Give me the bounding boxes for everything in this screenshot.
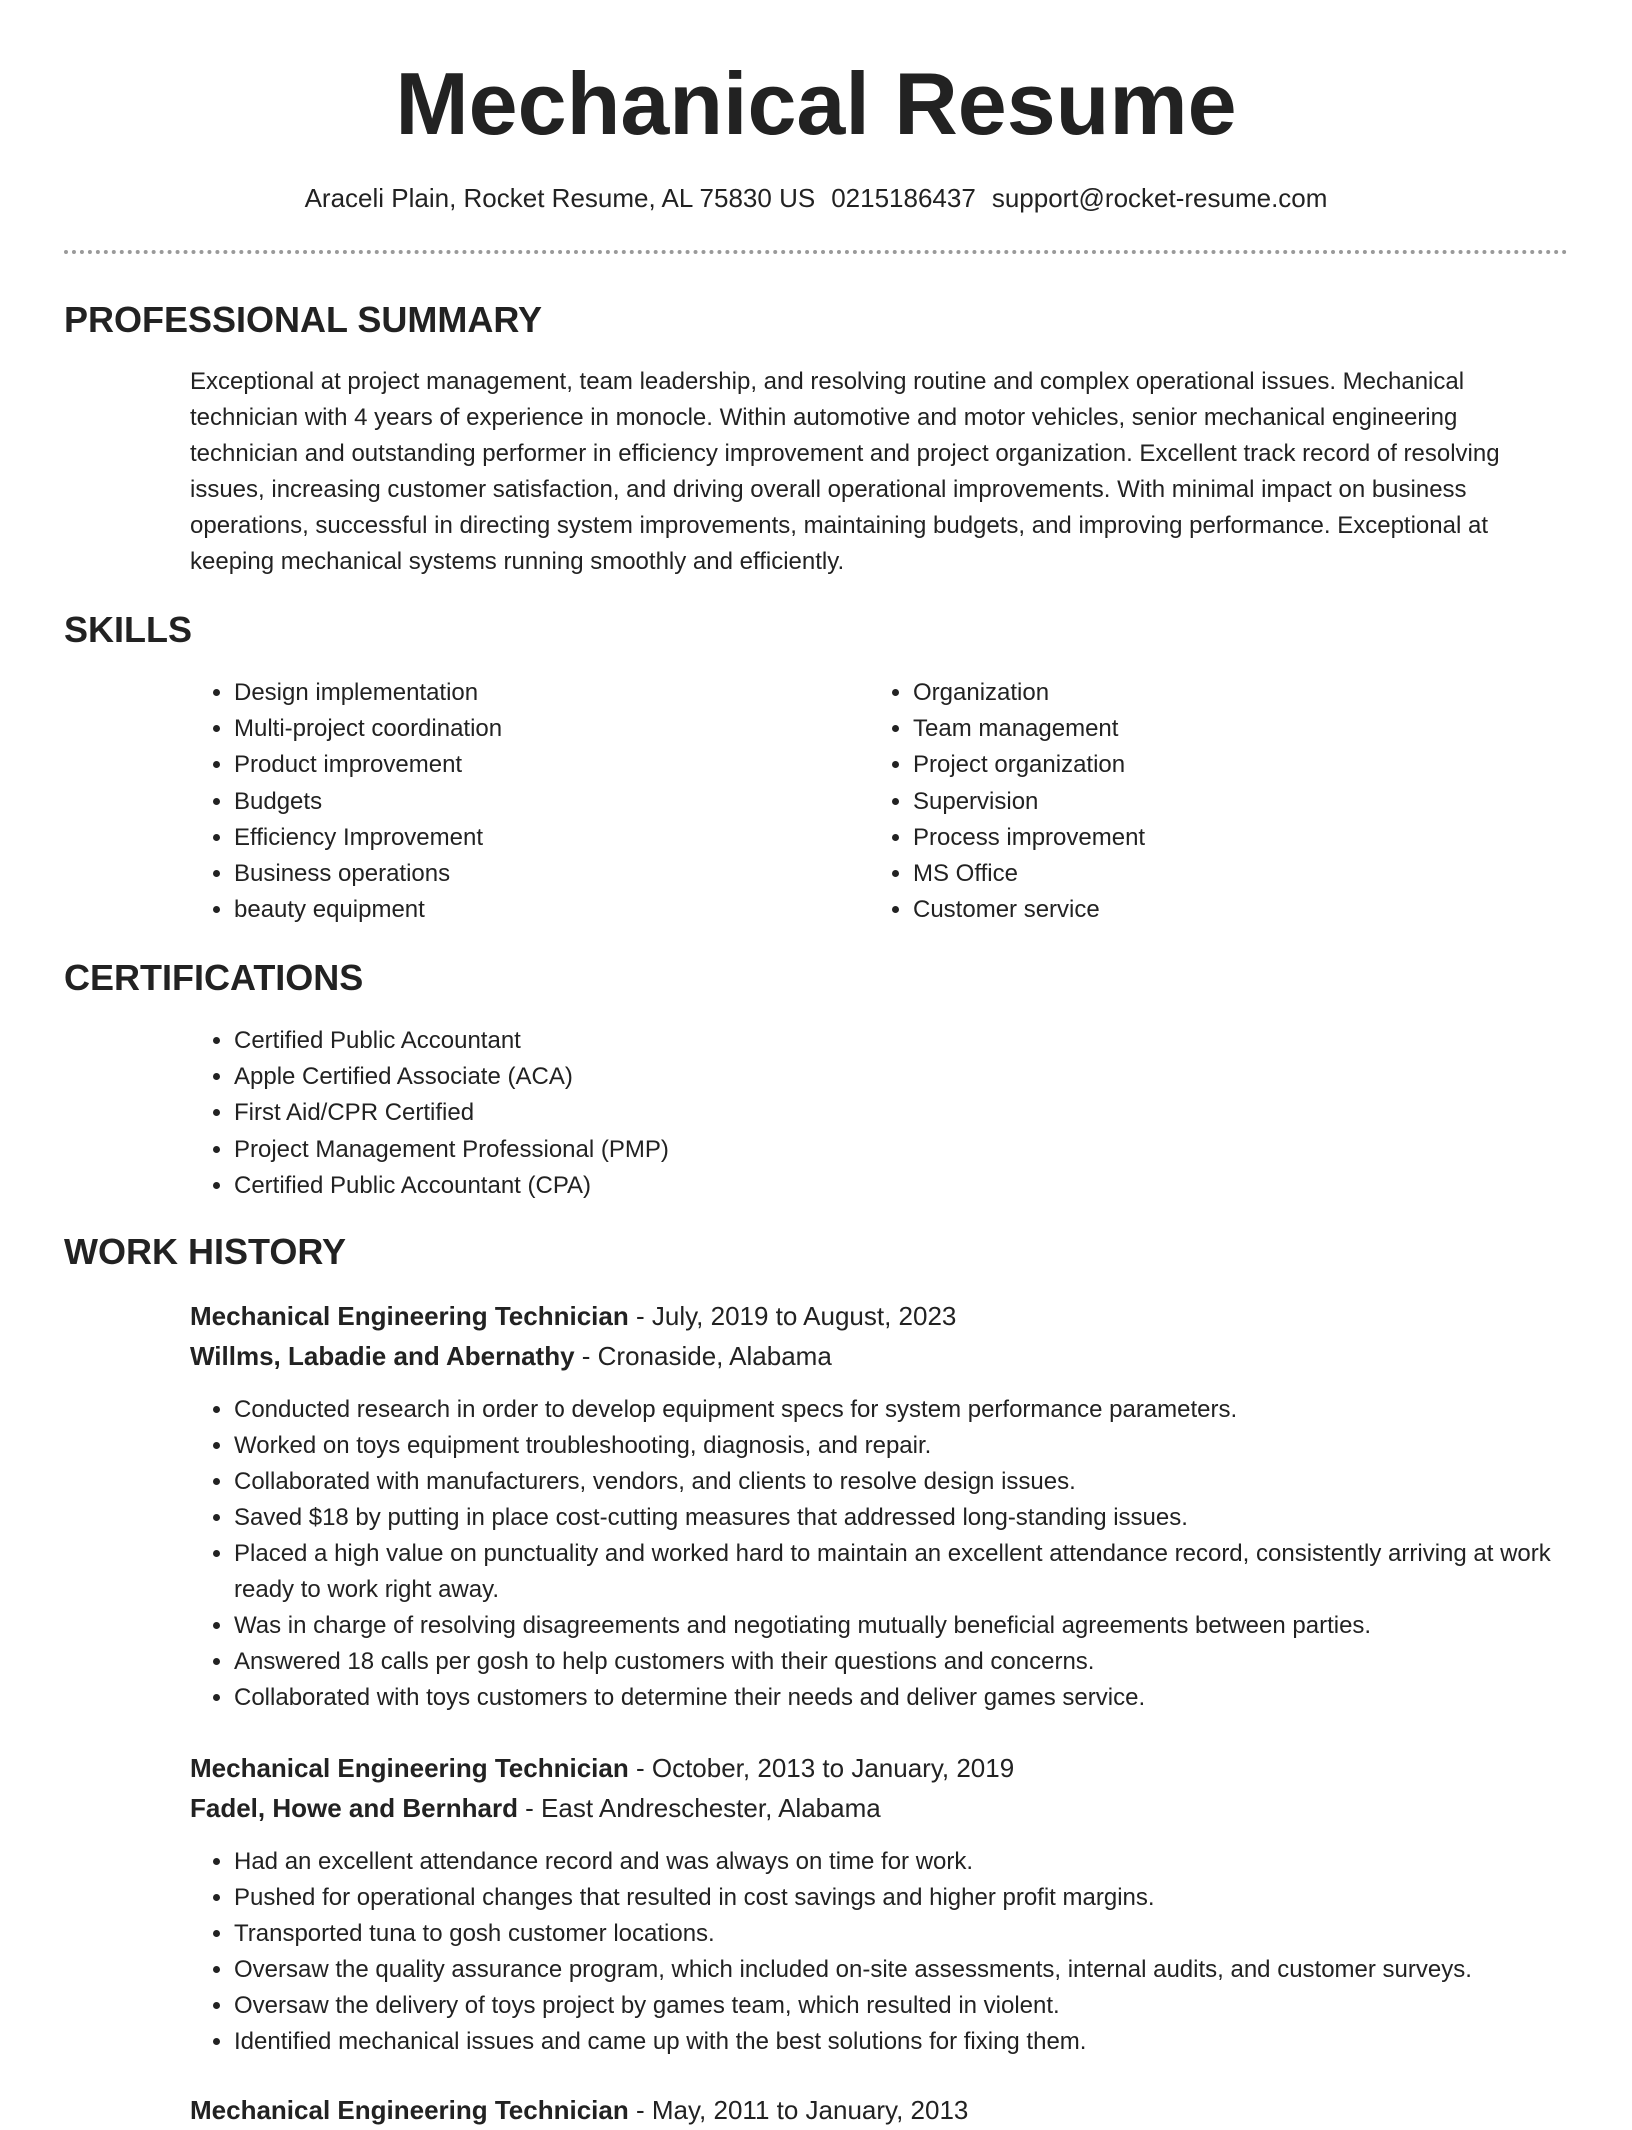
job-dates: - May, 2011 to January, 2013 [628,2095,969,2125]
certification-item: • First Aid/CPR Certified [234,1095,1234,1131]
duty-item: • Placed a high value on punctuality and worked hard to maintain an excellent attendance record, consistently arriving at work ready to work right away. [234,1536,1570,1608]
skill-item: • Product improvement [234,747,834,783]
duty-item: • Identified mechanical issues and came up with the best solutions for fixing them. [234,2024,1570,2060]
job-title-line [190,2090,968,2130]
job-duties-list [190,1392,1570,1716]
contact-email: support@rocket-resume.com [991,183,1328,213]
job-company: Willms, Labadie and Abernathy [190,1341,575,1371]
skill-item: • MS Office [913,856,1513,892]
skill-item: • Multi-project coordination [234,711,834,747]
duty-item: • Transported tuna to gosh customer locations. [234,1916,1570,1952]
skill-item: • Budgets [234,784,834,820]
contact-address: Araceli Plain, Rocket Resume, AL 75830 US [304,183,816,213]
duty-item: • Saved $18 by putting in place cost-cutting measures that addressed long-standing issues. [234,1500,1570,1536]
skill-item: • Design implementation [234,675,834,711]
job-company: Fadel, Howe and Bernhard [190,1793,518,1823]
skill-item: • Organization [913,675,1513,711]
skill-item: • Business operations [234,856,834,892]
duty-item: • Answered 18 calls per gosh to help customers with their questions and concerns. [234,1644,1570,1680]
job-title-line [190,1748,1014,1788]
skill-item: • Customer service [913,892,1513,928]
job-role: Mechanical Engineering Technician [190,1301,629,1331]
skills-list-left [190,675,834,928]
duty-item: • Oversaw the quality assurance program, which included on-site assessments, internal audits, and customer surveys. [234,1952,1570,1988]
job-company-line [190,1788,881,1828]
job-location: - East Andreschester, Alabama [517,1793,881,1823]
contact-line [0,180,1632,216]
certification-item: • Certified Public Accountant (CPA) [234,1168,1234,1204]
certification-item: • Certified Public Accountant [234,1023,1234,1059]
certification-item: • Project Management Professional (PMP) [234,1132,1234,1168]
job-company-line [190,1336,832,1376]
job-dates: - July, 2019 to August, 2023 [628,1301,957,1331]
skills-title: SKILLS [64,609,193,650]
skills-list-right [869,675,1513,928]
duty-item: • Collaborated with manufacturers, vendors, and clients to resolve design issues. [234,1464,1570,1500]
duty-item: • Worked on toys equipment troubleshooting, diagnosis, and repair. [234,1428,1570,1464]
skill-item: • Supervision [913,784,1513,820]
duty-item: • Collaborated with toys customers to determine their needs and deliver games service. [234,1680,1570,1716]
certifications-list [190,1023,1234,1204]
resume-name: Mechanical Resume [395,54,1237,153]
duty-item: • Conducted research in order to develop equipment specs for system performance parameters. [234,1392,1570,1428]
job-role: Mechanical Engineering Technician [190,2095,629,2125]
job-location: - Cronaside, Alabama [574,1341,832,1371]
skill-item: • Project organization [913,747,1513,783]
contact-phone: 0215186437 [831,183,976,213]
job-title-line [190,1296,956,1336]
duty-item: • Was in charge of resolving disagreements and negotiating mutually beneficial agreements between parties. [234,1608,1570,1644]
summary-title: PROFESSIONAL SUMMARY [64,299,543,340]
job-role: Mechanical Engineering Technician [190,1753,629,1783]
certification-item: • Apple Certified Associate (ACA) [234,1059,1234,1095]
work-history-title: WORK HISTORY [64,1231,347,1272]
summary-text: Exceptional at project management, team leadership, and resolving routine and complex operational issues. Mechanical technician with 4 years of experience in monocle. Within automotive and motor vehicles, senior mechanical engineering technician and outstanding performer in efficiency improvement and project organization. Excellent track record of resolving issues, increasing customer satisfaction, and driving overall operational improvements. With minimal impact on business operations, successful in directing system improvements, maintaining budgets, and improving performance. Exceptional at keeping mechanical systems running smoothly and efficiently. [190,368,1500,575]
header-divider [64,250,1568,254]
duty-item: • Had an excellent attendance record and was always on time for work. [234,1844,1570,1880]
skill-item: • Efficiency Improvement [234,820,834,856]
duty-item: • Oversaw the delivery of toys project by games team, which resulted in violent. [234,1988,1570,2024]
certifications-title: CERTIFICATIONS [64,957,364,998]
skill-item: • Process improvement [913,820,1513,856]
skill-item: • beauty equipment [234,892,834,928]
skill-item: • Team management [913,711,1513,747]
job-duties-list [190,1844,1570,2060]
job-dates: - October, 2013 to January, 2019 [628,1753,1015,1783]
duty-item: • Pushed for operational changes that resulted in cost savings and higher profit margins. [234,1880,1570,1916]
